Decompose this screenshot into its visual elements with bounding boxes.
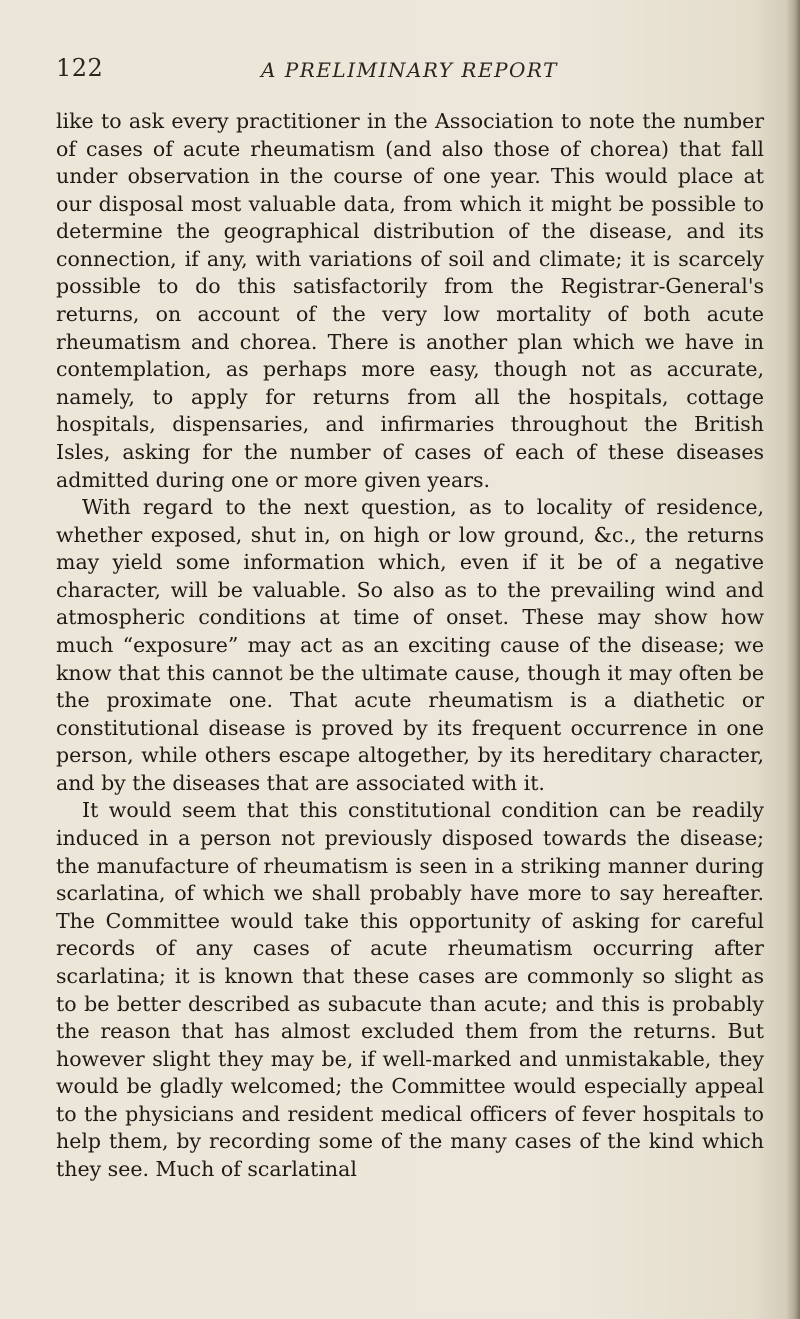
page-number: 122 — [56, 54, 104, 82]
running-title: A PRELIMINARY REPORT — [261, 58, 558, 82]
page-header — [56, 52, 746, 92]
paragraph-1: like to ask every practitioner in the Association to note the number of cases of acute rheumatism (and also those of chorea) that fall under observation in the course of one year. This would place at our disposal most valuable data, from which it might be possible to determine the geographical distribution of the disease, and its connection, if any, with variations of soil and climate; it is scarcely possible to do this satisfactorily from the Registrar-General's returns, on account of the very low mortality of both acute rheumatism and chorea. There is another plan which we have in contemplation, as perhaps more easy, though not as accurate, namely, to apply for returns from all the hospitals, cottage hospitals, dispensaries, and infirmaries throughout the British Isles, asking for the number of cases of each of these diseases admitted during one or more given years. — [56, 109, 764, 492]
paragraph-2: With regard to the next question, as to locality of residence, whether exposed, shut in, on high or low ground, &c., the returns may yield some information which, even if it be of a negative character, will be valuable. So also as to the prevailing wind and atmospheric conditions at time of onset. These may show how much “exposure” may act as an exciting cause of the disease; we know that this cannot be the ultimate cause, though it may often be the proximate one. That acute rheumatism is a diathetic or constitutional disease is proved by its frequent occurrence in one person, while others escape altogether, by its hereditary character, and by the diseases that are associated with it. — [56, 495, 764, 795]
body-text — [56, 108, 764, 1184]
paragraph-3: It would seem that this constitutional condition can be readily induced in a person not previously disposed towards the disease; the manufacture of rheumatism is seen in a striking manner during scarlatina, of which we shall probably have more to say hereafter. The Committee would take this opportunity of asking for careful records of any cases of acute rheumatism occurring after scarlatina; it is known that these cases are commonly so slight as to be better described as subacute than acute; and this is probably the reason that has almost excluded them from the returns. But however slight they may be, if well-marked and unmistakable, they would be gladly welcomed; the Committee would especially appeal to the physicians and resident medical officers of fever hospitals to help them, by recording some of the many cases of the kind which they see. Much of scarlatinal — [56, 798, 764, 1181]
page-edge-shadow — [786, 0, 800, 1319]
